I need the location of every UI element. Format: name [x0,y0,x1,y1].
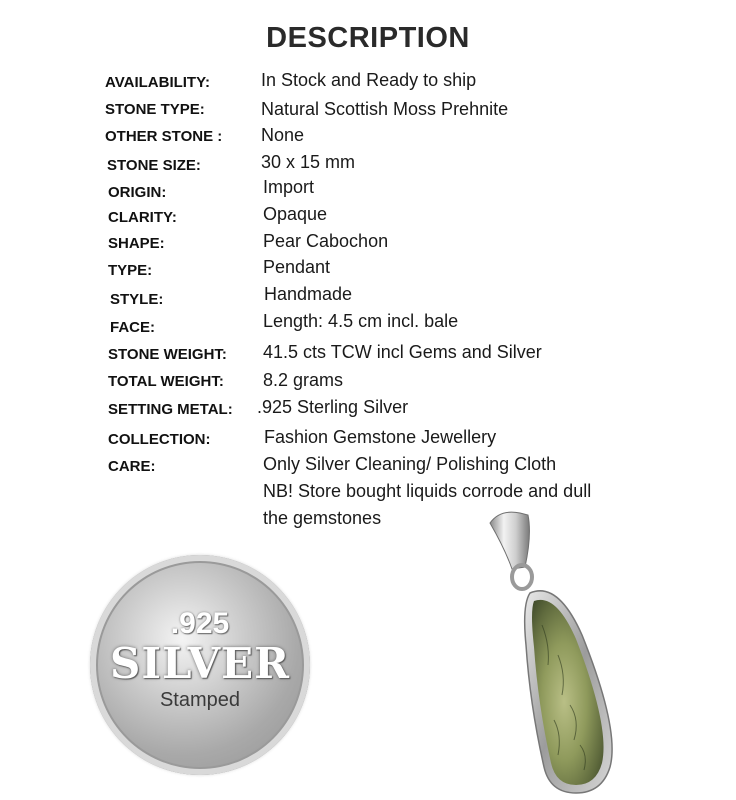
spec-label-availability: AVAILABILITY: [105,74,210,91]
spec-value-total-weight: 8.2 grams [263,370,344,390]
spec-label-origin: ORIGIN: [108,184,167,201]
page-title: DESCRIPTION [266,22,470,54]
care-note-line-1: NB! Store bought liquids corrode and dull [263,481,592,501]
spec-label-collection: COLLECTION: [108,431,211,448]
spec-label-stone-type: STONE TYPE: [105,101,205,118]
spec-label-total-weight: TOTAL WEIGHT: [108,373,224,390]
seal-purity: .925 [170,607,230,640]
silver-stamp-seal [90,555,310,775]
spec-value-type: Pendant [263,257,331,277]
spec-label-face: FACE: [110,319,155,336]
spec-value-availability: In Stock and Ready to ship [261,70,477,90]
spec-label-other-stone: OTHER STONE : [105,128,223,145]
spec-value-origin: Import [263,177,315,197]
spec-value-stone-size: 30 x 15 mm [261,152,356,172]
seal-metal: SILVER [109,639,291,688]
spec-label-care: CARE: [108,458,156,475]
spec-value-stone-type: Natural Scottish Moss Prehnite [261,99,509,119]
spec-value-stone-weight: 41.5 cts TCW incl Gems and Silver [263,342,542,362]
spec-value-clarity: Opaque [263,204,328,224]
spec-value-shape: Pear Cabochon [263,231,389,251]
spec-label-stone-weight: STONE WEIGHT: [108,346,227,363]
spec-value-style: Handmade [264,284,353,304]
spec-value-care: Only Silver Cleaning/ Polishing Cloth [263,454,557,474]
seal-stamped-text: Stamped [159,689,241,711]
pendant-image [470,505,650,800]
spec-label-style: STYLE: [110,291,164,308]
care-note-line-2: the gemstones [263,508,382,528]
spec-label-stone-size: STONE SIZE: [107,157,201,174]
spec-label-type: TYPE: [108,262,153,279]
spec-value-other-stone: None [261,125,305,145]
spec-value-setting-metal: .925 Sterling Silver [257,397,409,417]
spec-value-face: Length: 4.5 cm incl. bale [263,311,459,331]
spec-value-collection: Fashion Gemstone Jewellery [264,427,497,447]
spec-label-setting-metal: SETTING METAL: [108,401,233,418]
spec-label-shape: SHAPE: [108,235,165,252]
spec-label-clarity: CLARITY: [108,209,177,226]
